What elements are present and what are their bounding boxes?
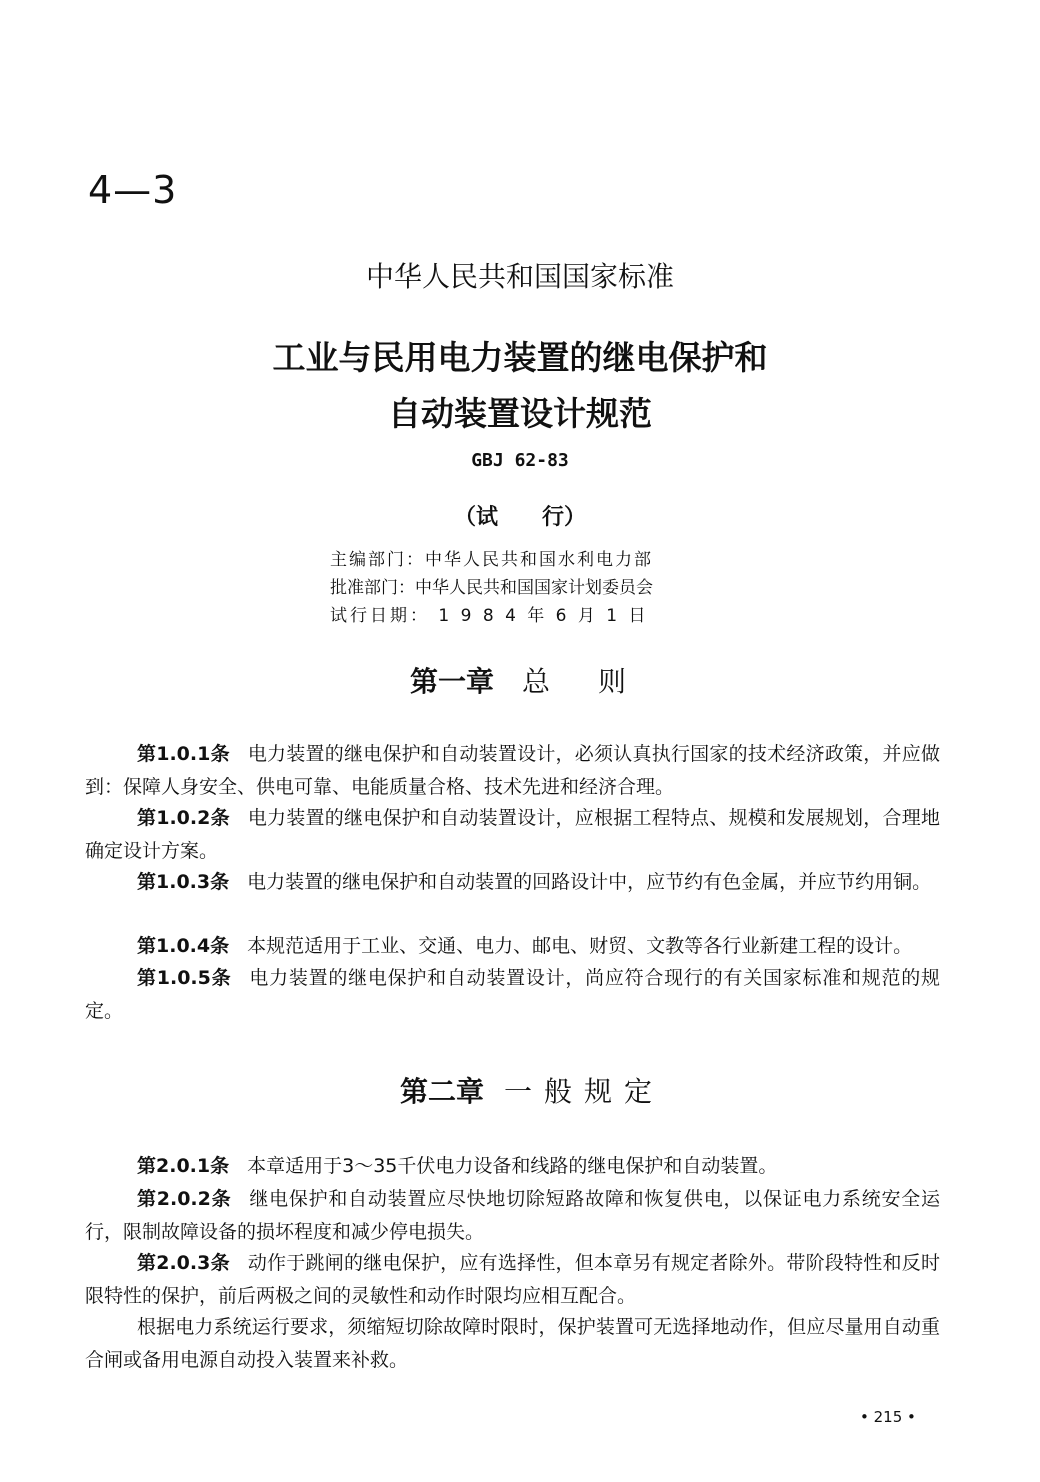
article-text: 电力装置的继电保护和自动装置的回路设计中，应节约有色金属，并应节约用铜。 — [247, 871, 932, 893]
document-title-line-2: 自动装置设计规范 — [388, 394, 652, 433]
article-number: 第2.0.2条 — [137, 1188, 232, 1210]
chapter-1-heading — [410, 660, 674, 700]
standard-code: GBJ 62-83 — [471, 450, 569, 471]
article-number: 第1.0.2条 — [137, 807, 230, 829]
article-1-0-2 — [85, 802, 940, 868]
article-text: 电力装置的继电保护和自动装置设计，应根据工程特点、规模和发展规划，合理地确定设计方案。 — [85, 807, 940, 862]
article-number: 第2.0.1条 — [137, 1155, 230, 1177]
trial-date: 试行日期： 1 9 8 4 年 6 月 1 日 — [330, 606, 649, 626]
chapter-1-number: 第一章 — [410, 665, 495, 698]
article-2-0-2 — [85, 1183, 940, 1249]
editor-department: 主编部门：中华人民共和国水利电力部 — [330, 550, 653, 570]
chapter-2-note-paragraph: 根据电力系统运行要求，须缩短切除故障时限时，保护装置可无选择地动作，但应尽量用自动重合闸或备用电源自动投入装置来补救。 — [85, 1316, 940, 1371]
article-text: 电力装置的继电保护和自动装置设计，尚应符合现行的有关国家标准和规范的规定。 — [85, 967, 940, 1022]
article-number: 第1.0.4条 — [137, 935, 230, 957]
article-1-0-1 — [85, 738, 940, 804]
trial-label: （试 行） — [453, 504, 586, 530]
article-text: 本章适用于3～35千伏电力设备和线路的继电保护和自动装置。 — [247, 1155, 778, 1177]
article-text: 动作于跳闸的继电保护，应有选择性，但本章另有规定者除外。带阶段特性和反时限特性的保护，前后两极之间的灵敏性和动作时限均应相互配合。 — [85, 1252, 940, 1307]
article-text: 电力装置的继电保护和自动装置设计，必须认真执行国家的技术经济政策，并应做到：保障人身安全、供电可靠、电能质量合格、技术先进和经济合理。 — [85, 743, 940, 798]
article-text: 继电保护和自动装置应尽快地切除短路故障和恢复供电，以保证电力系统安全运行，限制故障设备的损坏程度和减少停电损失。 — [85, 1188, 940, 1243]
article-2-0-3 — [85, 1247, 940, 1313]
article-number: 第1.0.1条 — [137, 743, 230, 765]
article-1-0-5 — [85, 962, 940, 1028]
approver-department: 批准部门：中华人民共和国国家计划委员会 — [330, 578, 653, 598]
chapter-2-number: 第二章 — [400, 1075, 485, 1108]
page-number: • 215 • — [860, 1408, 916, 1426]
chapter-1-name: 总则 — [522, 665, 675, 698]
article-number: 第2.0.3条 — [137, 1252, 230, 1274]
article-number: 第1.0.5条 — [137, 967, 232, 989]
article-number: 第1.0.3条 — [137, 871, 230, 893]
article-2-0-1 — [85, 1150, 940, 1183]
chapter-2-name: 一般规定 — [504, 1075, 665, 1108]
chapter-2-heading — [400, 1070, 664, 1110]
article-1-0-3 — [85, 866, 940, 899]
national-standard-line: 中华人民共和国国家标准 — [365, 260, 674, 293]
document-title-line-1: 工业与民用电力装置的继电保护和 — [272, 338, 768, 377]
article-1-0-4 — [85, 930, 940, 963]
section-number: 4—3 — [88, 168, 178, 212]
article-text: 本规范适用于工业、交通、电力、邮电、财贸、文教等各行业新建工程的设计。 — [247, 935, 913, 957]
